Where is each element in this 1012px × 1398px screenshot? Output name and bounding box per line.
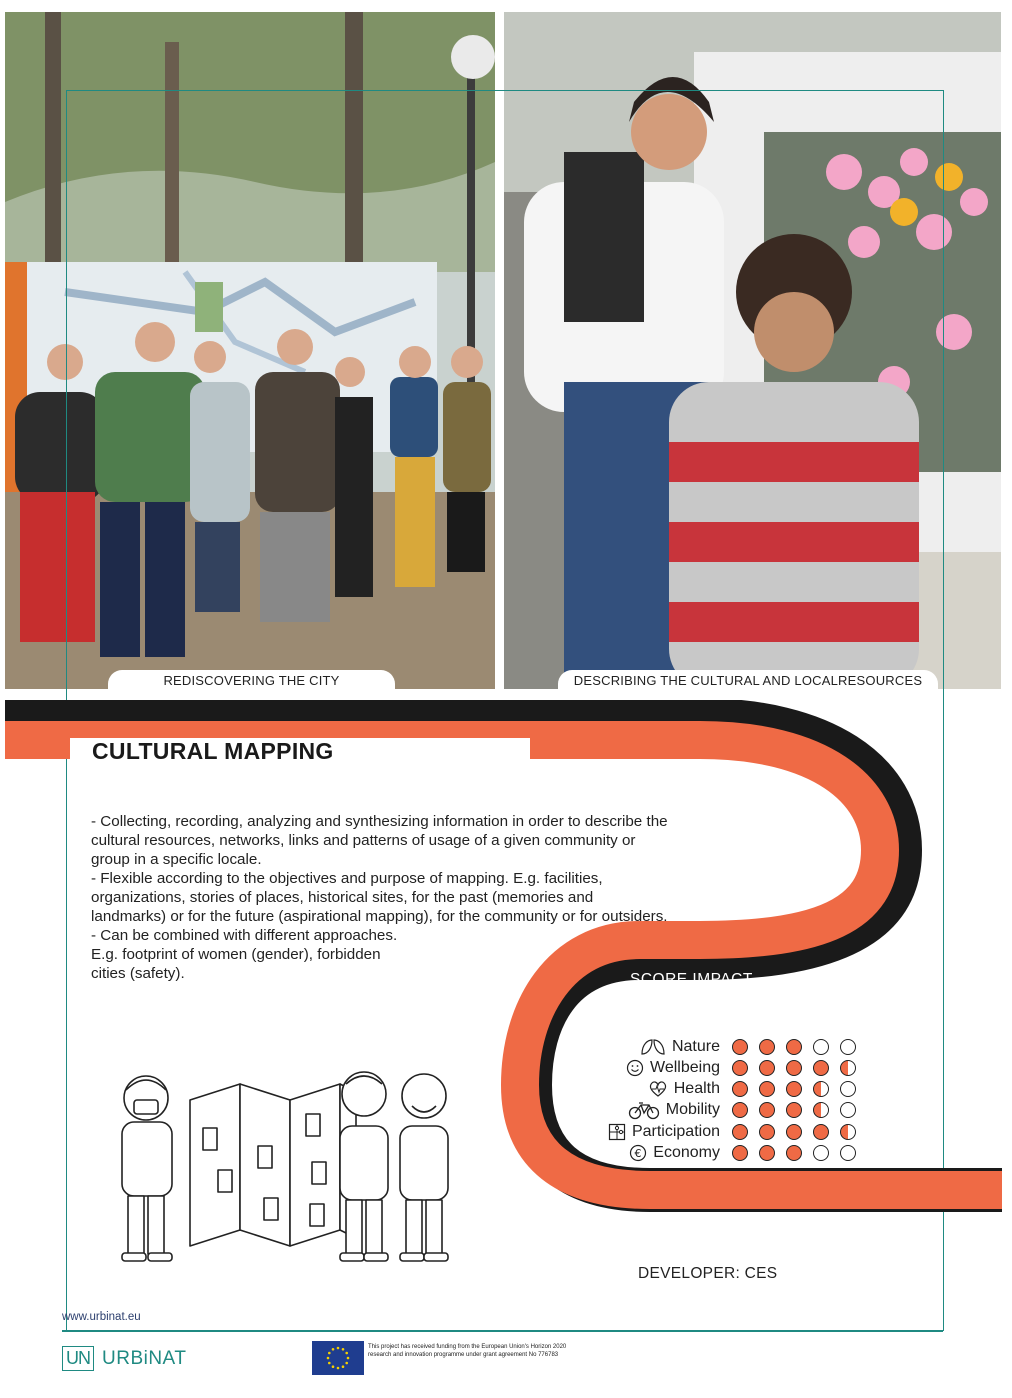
footer-url-link[interactable]: www.urbinat.eu [62, 1311, 141, 1323]
score-dot [840, 1039, 856, 1055]
score-label-economy: Economy [653, 1143, 720, 1161]
score-dot [813, 1060, 829, 1076]
score-dot [786, 1145, 802, 1161]
score-row-health [560, 1078, 880, 1099]
score-label-mobility: Mobility [665, 1100, 720, 1118]
score-dots-participation [732, 1124, 856, 1140]
score-dot [759, 1145, 775, 1161]
photo-caption-right: DESCRIBING THE CULTURAL AND LOCALRESOURCES [558, 670, 938, 689]
score-dot [840, 1145, 856, 1161]
score-dot [786, 1124, 802, 1140]
urbinat-logo [62, 1346, 186, 1371]
participatory-solutions-label: PARTICIPATORY SOLUTIONS [636, 1216, 862, 1233]
score-dots-mobility [732, 1102, 856, 1118]
score-dot [840, 1102, 856, 1118]
developer-credit: DEVELOPER: CES [638, 1265, 778, 1282]
score-dot [840, 1060, 856, 1076]
score-row-participation [560, 1121, 880, 1142]
score-dot [732, 1081, 748, 1097]
paragraph-5: cities (safety). [91, 965, 185, 982]
score-dot [759, 1060, 775, 1076]
paragraph-2: - Flexible according to the objectives and purpose of mapping. E.g. facilities, organizations, stories of places, historical sites, for the past (memories and landmarks) or for the future (aspirational mapping), for the community or for outsiders. [91, 870, 668, 925]
urbinat-mark: UN [62, 1346, 94, 1371]
score-dot [786, 1102, 802, 1118]
score-dot [732, 1145, 748, 1161]
score-dot [840, 1124, 856, 1140]
score-dots-wellbeing [732, 1060, 856, 1076]
score-dot [759, 1102, 775, 1118]
urbinat-name: URBiNAT [102, 1347, 187, 1369]
score-dot [732, 1039, 748, 1055]
score-dot [759, 1039, 775, 1055]
eu-funding-text: This project has received funding from the European Union's Horizon 2020 research and innovation programme under grant agreement No 776783 [368, 1344, 567, 1358]
score-dots-health [732, 1081, 856, 1097]
eu-stars-icon [312, 1341, 364, 1375]
score-label-wellbeing: Wellbeing [650, 1058, 720, 1076]
score-row-wellbeing [560, 1057, 880, 1078]
score-dot [786, 1039, 802, 1055]
paragraph-3: - Can be combined with different approaches. [91, 927, 398, 944]
people-map-illustration [108, 1070, 460, 1265]
score-label-nature: Nature [671, 1037, 720, 1055]
score-dot [813, 1102, 829, 1118]
smiley-icon [626, 1059, 644, 1077]
paragraph-1: - Collecting, recording, analyzing and synthesizing information in order to describe the cultural resources, networks, links and patterns of usage of a given community or group in a specific locale. [91, 813, 668, 868]
puzzle-icon [608, 1123, 626, 1141]
score-dot [759, 1081, 775, 1097]
body-text [91, 812, 671, 983]
score-row-economy [560, 1142, 880, 1163]
footer-divider [62, 1330, 943, 1332]
heart-pulse-icon [648, 1080, 668, 1098]
score-dot [813, 1145, 829, 1161]
photo-caption-left: REDISCOVERING THE CITY [108, 670, 395, 689]
score-impact-title: SCORE IMPACT [630, 971, 753, 988]
score-dot [813, 1081, 829, 1097]
score-dots-nature [732, 1039, 856, 1055]
score-row-nature [560, 1036, 880, 1057]
score-dot [732, 1124, 748, 1140]
score-label-health: Health [673, 1079, 720, 1097]
score-dot [786, 1081, 802, 1097]
bicycle-icon [628, 1100, 660, 1120]
score-dot [786, 1060, 802, 1076]
score-dot [813, 1124, 829, 1140]
score-dot [732, 1060, 748, 1076]
paragraph-4: E.g. footprint of women (gender), forbidden [91, 946, 381, 963]
score-row-mobility [560, 1099, 880, 1120]
score-dots-economy [732, 1145, 856, 1161]
eu-flag [312, 1341, 364, 1375]
score-label-participation: Participation [631, 1122, 720, 1140]
score-dot [759, 1124, 775, 1140]
euro-icon [629, 1144, 647, 1162]
leaf-icon [640, 1038, 666, 1056]
score-dot [732, 1102, 748, 1118]
score-dot [840, 1081, 856, 1097]
score-dot [813, 1039, 829, 1055]
section-title: CULTURAL MAPPING [92, 738, 334, 764]
svg-text:€: € [634, 1146, 642, 1160]
